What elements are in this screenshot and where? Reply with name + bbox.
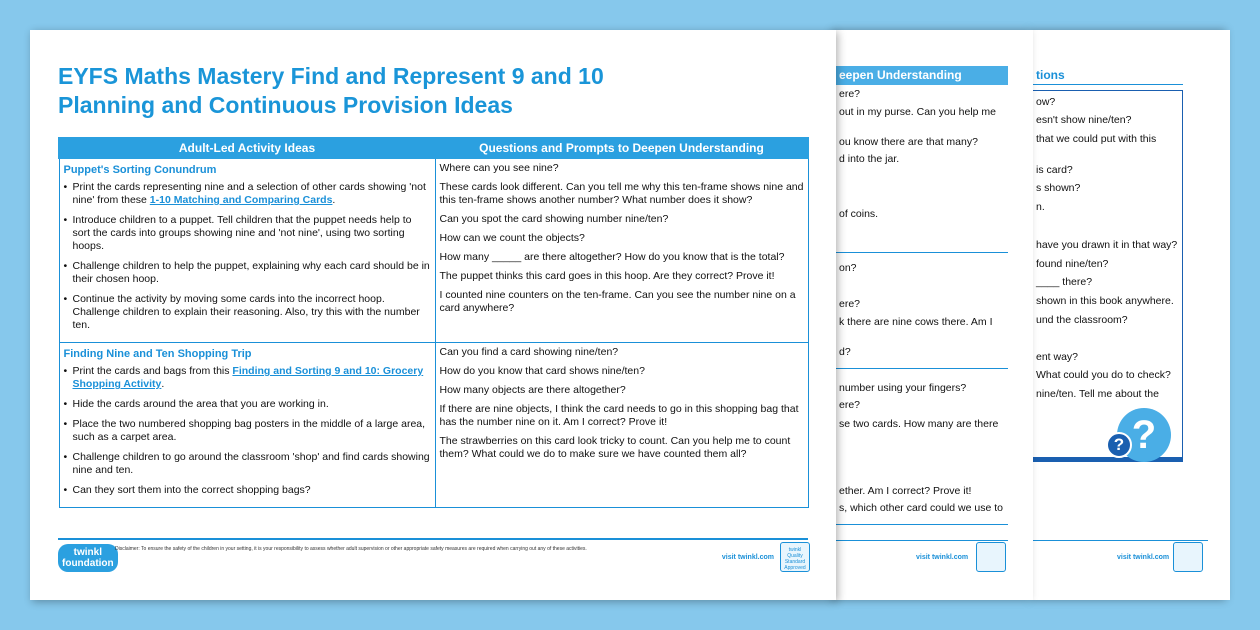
text-line: found nine/ten? bbox=[1036, 258, 1109, 270]
bullet-text: Print the cards representing nine and a selection of other cards showing 'not nine' from these bbox=[72, 181, 426, 206]
table-row bbox=[59, 343, 808, 508]
text-line: d? bbox=[839, 346, 851, 358]
divider bbox=[836, 252, 1008, 253]
list-item: • Can they sort them into the correct shopping bags? bbox=[64, 484, 431, 497]
text-line: esn't show nine/ten? bbox=[1036, 114, 1132, 126]
question: The puppet thinks this card goes in this hoop. Are they correct? Prove it! bbox=[439, 270, 775, 282]
question: How do you know that card shows nine/ten? bbox=[439, 365, 645, 377]
text-line: have you drawn it in that way? bbox=[1036, 239, 1178, 251]
text-line: of coins. bbox=[839, 208, 879, 220]
bullet-text: . bbox=[332, 194, 336, 206]
question: I counted nine counters on the ten-frame. Can you see the number nine on a card anywhere? bbox=[439, 289, 796, 314]
text-line: ether. Am I correct? Prove it! bbox=[839, 485, 972, 497]
text-line: ow? bbox=[1036, 96, 1056, 108]
page3-header: tions bbox=[1036, 68, 1065, 82]
page2-header: eepen Understanding bbox=[836, 66, 1008, 85]
question: These cards look different. Can you tell me why this ten-frame shows nine and this ten-frame shows another number? What number does it show? bbox=[439, 181, 804, 206]
visit-link[interactable]: visit twinkl.com bbox=[1117, 554, 1170, 561]
quality-badge bbox=[976, 542, 1006, 572]
text-line: that we could put with this bbox=[1036, 133, 1157, 145]
text-line: ere? bbox=[839, 399, 861, 411]
text-line: ere? bbox=[839, 88, 861, 100]
question: Can you spot the card showing number nine/ten? bbox=[439, 213, 669, 225]
list-item: • Hide the cards around the area that you are working in. bbox=[64, 398, 431, 411]
text-line: What could you do to check? bbox=[1036, 369, 1171, 381]
logo-text: foundation bbox=[62, 558, 114, 569]
text-line: k there are nine cows there. Am I bbox=[839, 316, 993, 328]
preview-page-3 bbox=[1033, 30, 1230, 600]
divider bbox=[836, 524, 1008, 525]
question: How many objects are there altogether? bbox=[439, 384, 626, 396]
divider bbox=[1033, 84, 1183, 85]
footer-line bbox=[1033, 540, 1208, 541]
visit-link[interactable]: visit twinkl.com bbox=[721, 554, 774, 561]
question-mark-icon: ? bbox=[1117, 408, 1171, 462]
page-title bbox=[58, 62, 604, 120]
text-line: und the classroom? bbox=[1036, 314, 1128, 326]
bullet-text: . bbox=[161, 378, 165, 390]
activity-title: Finding Nine and Ten Shopping Trip bbox=[63, 348, 252, 360]
title-line-2: Planning and Continuous Provision Ideas bbox=[58, 92, 513, 118]
text-line: s, which other card could we use to bbox=[839, 502, 1004, 514]
disclaimer: Disclaimer: To ensure the safety of the children in your setting, it is your responsibility to assess whether adult supervision or other appropriate safety measures are required when carrying out any of these activities. bbox=[115, 546, 587, 552]
list-item: • Challenge children to help the puppet, explaining why each card should be in their chosen hoop. bbox=[64, 260, 431, 286]
text-line: number using your fingers? bbox=[839, 382, 967, 394]
planning-table bbox=[58, 137, 809, 508]
resource-link[interactable]: 1-10 Matching and Comparing Cards bbox=[149, 194, 333, 206]
text-line: nine/ten. Tell me about the bbox=[1036, 388, 1159, 400]
list-item: • Introduce children to a puppet. Tell children that the puppet needs help to sort the cards into groups showing nine and 'not nine', using two sorting hoops. bbox=[64, 214, 431, 253]
text-line: ent way? bbox=[1036, 351, 1079, 363]
preview-page-1 bbox=[30, 30, 836, 600]
text-line: d into the jar. bbox=[839, 153, 900, 165]
column-header-questions: Questions and Prompts to Deepen Understanding bbox=[435, 138, 808, 158]
text-line: shown in this book anywhere. bbox=[1036, 295, 1174, 307]
table-row bbox=[59, 158, 808, 343]
text-line: out in my purse. Can you help me bbox=[839, 106, 996, 118]
resource-link[interactable]: Finding and Sorting 9 and 10: Grocery Shopping Activity bbox=[72, 365, 424, 390]
question: How can we count the objects? bbox=[439, 232, 585, 244]
list-item bbox=[64, 365, 431, 391]
question: If there are nine objects, I think the card needs to go in this shopping bag that has the number nine on it. Am I correct? Prove it! bbox=[439, 403, 799, 428]
question: The strawberries on this card look tricky to count. Can you help me to count them? What could we do to make sure we have counted them all? bbox=[439, 435, 791, 460]
footer-line bbox=[58, 538, 808, 540]
text-line: is card? bbox=[1036, 164, 1073, 176]
bullet-text: Print the cards and bags from this bbox=[72, 365, 233, 377]
list-item: • Continue the activity by moving some cards into the incorrect hoop. Challenge children to explain their reasoning. Also, try this with the number ten. bbox=[64, 293, 431, 332]
quality-badge: twinkl Quality Standard Approved bbox=[780, 542, 810, 572]
activity-title: Puppet's Sorting Conundrum bbox=[63, 164, 217, 176]
text-line: ere? bbox=[839, 298, 861, 310]
column-header-activities: Adult-Led Activity Ideas bbox=[59, 138, 435, 158]
list-item bbox=[64, 181, 431, 207]
question-mark-icon: ? bbox=[1106, 432, 1132, 458]
visit-link[interactable]: visit twinkl.com bbox=[916, 554, 969, 561]
question: Where can you see nine? bbox=[439, 162, 559, 174]
question: How many _____ are there altogether? How do you know that is the total? bbox=[439, 251, 785, 263]
logo-text: twinkl bbox=[73, 547, 102, 558]
footer-line bbox=[836, 540, 1008, 541]
list-item: • Place the two numbered shopping bag posters in the middle of a large area, such as a carpet area. bbox=[64, 418, 431, 444]
quality-badge bbox=[1173, 542, 1203, 572]
text-line: n. bbox=[1036, 201, 1045, 213]
preview-page-2 bbox=[836, 30, 1033, 600]
text-line: ou know there are that many? bbox=[839, 136, 978, 148]
divider bbox=[836, 368, 1008, 369]
list-item: • Challenge children to go around the classroom 'shop' and find cards showing nine and ten. bbox=[64, 451, 431, 477]
text-line: ____ there? bbox=[1036, 276, 1093, 288]
title-line-1: EYFS Maths Mastery Find and Represent 9 and 10 bbox=[58, 63, 604, 89]
text-line: se two cards. How many are there bbox=[839, 418, 999, 430]
question: Can you find a card showing nine/ten? bbox=[439, 346, 619, 358]
twinkl-foundation-logo bbox=[58, 544, 118, 572]
text-line: on? bbox=[839, 262, 857, 274]
text-line: s shown? bbox=[1036, 182, 1081, 194]
